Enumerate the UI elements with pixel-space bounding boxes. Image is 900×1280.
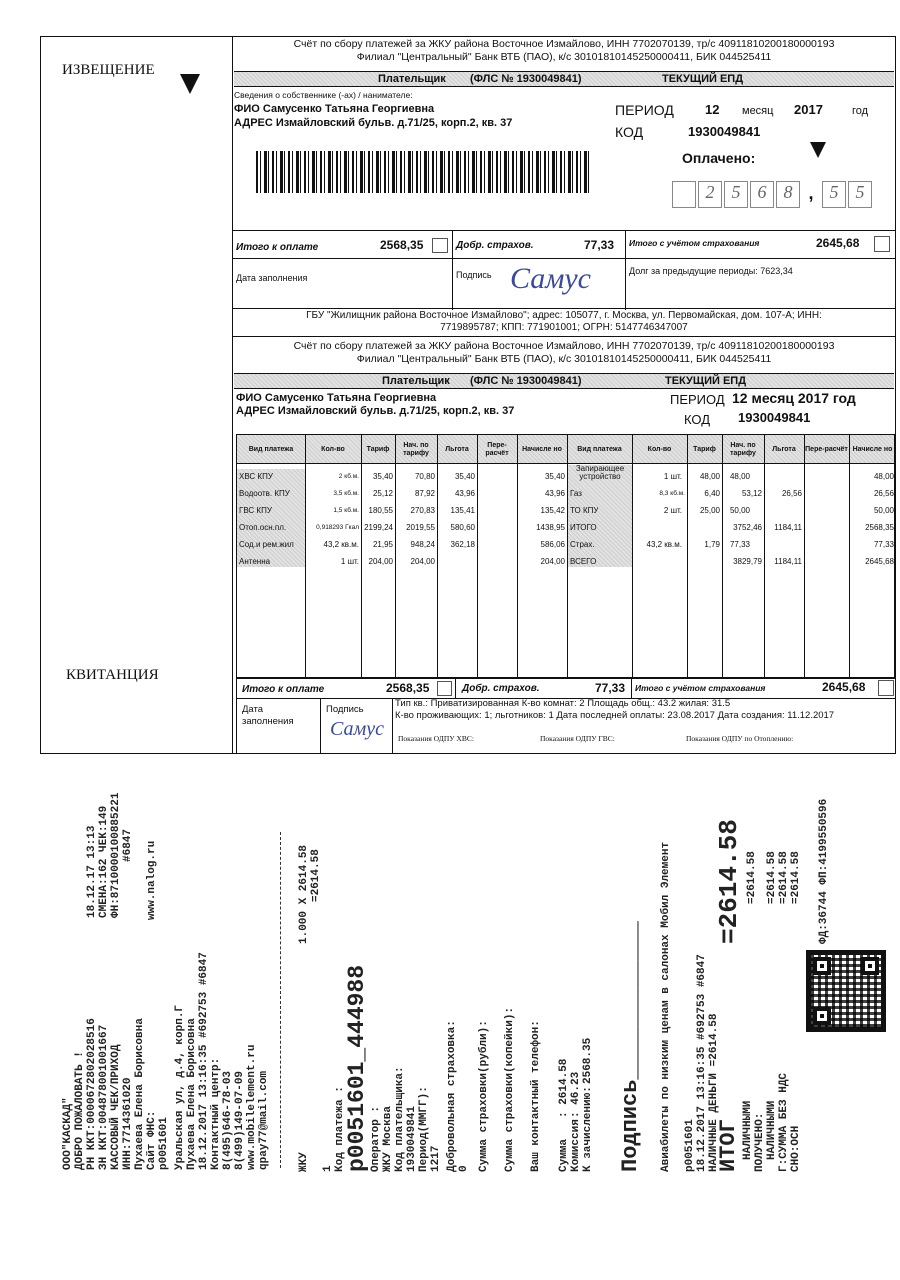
row-nach: 3829,79: [733, 557, 762, 566]
check-qty-line: 1.000 X 2614.58: [298, 844, 310, 944]
check-payer-code-label: Код плательщика:: [394, 1066, 406, 1172]
paid-digit[interactable]: [672, 181, 696, 208]
checkbox[interactable]: [437, 681, 452, 696]
receipt-epd: ТЕКУЩИЙ ЕПД: [665, 375, 747, 387]
row-tariff: 25,00: [699, 506, 720, 515]
receipt-total-value: 2568,35: [386, 681, 430, 695]
check-line: р0051601: [158, 1117, 170, 1170]
row-name: ВСЕГО: [570, 557, 597, 566]
receipt-fio: ФИО Самусенко Татьяна Георгиевна: [236, 392, 437, 404]
period-month: 12: [705, 102, 720, 117]
check-sum-label: Сумма: [558, 1138, 570, 1172]
arrow-down-icon: [810, 142, 826, 158]
col-header: Льгота: [445, 445, 469, 453]
checkbox[interactable]: [878, 680, 894, 696]
signature: Самус: [330, 718, 384, 740]
check-cash-line: Г:СУММА БЕЗ НДС: [778, 1072, 790, 1172]
notice-total-ins-value: 2645,68: [816, 236, 860, 250]
col-header: Начисле но: [522, 445, 562, 453]
check-line: 8(499)149-07-09: [234, 1070, 246, 1170]
arrow-down-icon: [180, 74, 200, 94]
row-nach: 3752,46: [733, 523, 762, 532]
col-header: Пере-расчёт: [805, 445, 848, 453]
row-qty: 8,3 кб.м.: [659, 490, 685, 497]
notice-address: АДРЕС Измайловский бульв. д.71/25, корп.2, кв. 37: [234, 117, 513, 129]
check-operator-label: Оператор :: [370, 1105, 382, 1172]
check-cash-line: ПОЛУЧЕНО:: [754, 1112, 766, 1172]
check-line: Уральская ул, д.4, корп.Г: [174, 1004, 186, 1170]
check-footer-line: р0051601: [684, 1119, 696, 1172]
row-qty: 1,5 кб.м.: [333, 507, 359, 514]
gbu-line2: 7719895787; КПП: 771901001; ОГРН: 5147746347007: [440, 322, 688, 333]
receipt-total-label: Итого к оплате: [242, 684, 325, 695]
house-line2: К-во проживающих: 1; льготников: 1 Дата последней оплаты: 23.08.2017 Дата создания: 11.12.2017: [395, 710, 835, 721]
row-total: 1438,95: [536, 523, 565, 532]
check-line: 8(495)646-78-03: [222, 1070, 234, 1170]
meter-gvs: Показания ОДПУ ГВС:: [540, 734, 615, 743]
receipt-sign-label: Подпись: [326, 704, 364, 715]
col-header: Льгота: [772, 445, 796, 453]
row-name: Водоотв. КПУ: [239, 489, 290, 498]
notice-bank-line1: Счёт по сбору платежей за ЖКУ района Восточное Измайлово, ИНН 7702070139, тр/с 40911810200180000193: [293, 38, 835, 50]
check-line: ЗН ККТ:004878001001667: [98, 1024, 110, 1170]
col-header: Начисле но: [852, 445, 893, 453]
qr-code: [806, 950, 886, 1032]
col-header: Тариф: [693, 445, 716, 453]
paid-label: Оплачено:: [682, 150, 756, 166]
receipt-address: АДРЕС Измайловский бульв. д.71/25, корп.2, кв. 37: [236, 405, 515, 417]
row-nach: 48,00: [729, 472, 750, 481]
row-name: ТО КПУ: [570, 506, 599, 515]
receipt-bank-line2: Филиал "Центральный" Банк ВТБ (ПАО), к/с 30101810145250000411, БИК 044525411: [356, 353, 772, 365]
year-word: год: [852, 105, 869, 117]
check-line: qpay77@mail.com: [258, 1070, 270, 1170]
paid-digit[interactable]: 5: [848, 181, 872, 208]
row-name: Газ: [570, 489, 582, 498]
check-footer-line: НАЛИЧНЫЕ ДЕНЬГИ =2614.58: [708, 1013, 720, 1172]
row-lgota: 1184,11: [774, 557, 802, 566]
check-line: ФН:8710000100885221: [110, 792, 122, 918]
check-line: КАССОВЫЙ ЧЕК/ПРИХОД: [110, 1044, 122, 1170]
paid-digit[interactable]: 5: [822, 181, 846, 208]
receipt-code-value: 1930049841: [738, 410, 811, 425]
check-qty-total: =2614.58: [310, 849, 322, 902]
check-sum-value: : 2614.58: [558, 1058, 570, 1118]
check-ins-rub-label: Сумма страховки(рубли):: [478, 1020, 490, 1172]
check-line: Пухаева Елена Борисовна: [134, 1018, 146, 1170]
check-cash-value: =2614.58: [790, 851, 802, 904]
signature: Самус: [510, 262, 591, 295]
fill-date-label: Дата заполнения: [236, 273, 308, 283]
check-footer-line: 18.12.2017 13:16:35 #692753 #6847: [696, 954, 708, 1172]
check-cash-value: =2614.58: [778, 851, 790, 904]
notice-total-label: Итого к оплате: [236, 242, 319, 253]
row-nach: 270,83: [410, 506, 435, 515]
paid-digit[interactable]: 5: [724, 181, 748, 208]
house-line1: Тип кв.: Приватизированная К-во комнат: 2 Площадь общ.: 43.2 жилая: 31.5: [395, 698, 731, 709]
paid-digit-boxes[interactable]: [672, 181, 884, 208]
check-line: СМЕНА:162 ЧЕК:149: [98, 805, 110, 918]
col-header: Вид платежа: [577, 445, 622, 453]
check-period-value: 1217: [430, 1145, 442, 1172]
row-total: 204,00: [540, 557, 565, 566]
row-total: 77,33: [873, 540, 894, 549]
row-lgota: 580,60: [450, 523, 475, 532]
row-qty: 2 шт.: [663, 506, 682, 515]
itog-value: =2614.58: [714, 819, 744, 944]
col-header: Кол-во: [647, 445, 672, 453]
check-voluntary-label: Добровольная страховка:: [446, 1020, 458, 1172]
check-line: ДОБРО ПОЖАЛОВАТЬ !: [74, 1051, 86, 1170]
check-commission-label: Комиссия: [570, 1119, 582, 1172]
row-name: ХВС КПУ: [239, 472, 273, 481]
row-name: ГВС КПУ: [239, 506, 272, 515]
receipt-insurance-value: 77,33: [595, 681, 626, 695]
check-phone-label: Ваш контактный телефон:: [530, 1020, 542, 1172]
notice-epd: ТЕКУЩИЙ ЕПД: [662, 73, 744, 85]
payment-code: р0051601_444988: [344, 964, 370, 1172]
row-nach: 53,12: [741, 489, 762, 498]
row-nach: 50,00: [729, 506, 750, 515]
row-qty: 0,918293 Гкал: [316, 524, 359, 531]
check-commission-value: : 46.23: [570, 1071, 582, 1118]
check-line: ООО"КАСКАД": [62, 1097, 74, 1170]
row-name: Страх.: [570, 540, 595, 549]
receipt-date-label: Дата заполнения: [242, 704, 294, 727]
receipt-label: КВИТАНЦИЯ: [66, 667, 159, 683]
month-word: месяц: [742, 105, 774, 117]
code-value: 1930049841: [688, 124, 761, 139]
code-label: КОД: [615, 124, 644, 140]
col-header: Кол-во: [321, 445, 345, 453]
check-promo: Авиабилеты по низким ценам в салонах Мобил Элемент: [660, 841, 672, 1172]
itog-small: =2614.58: [746, 851, 758, 904]
row-name: Отоп.осн.пл.: [239, 523, 287, 532]
col-header: Тариф: [366, 445, 390, 453]
row-total: 35,40: [544, 472, 565, 481]
row-tariff: 1,79: [704, 540, 720, 549]
check-payer-code: 1930049841: [406, 1105, 418, 1172]
receipt-insurance-label: Добр. страхов.: [462, 683, 540, 694]
row-qty: 2 кб.м.: [338, 473, 359, 480]
row-nach: 204,00: [410, 557, 435, 566]
notice-bank-line2: Филиал "Центральный" Банк ВТБ (ПАО), к/с 30101810145250000411, БИК 044525411: [356, 51, 772, 63]
notice-payer-label: Плательщик: [378, 73, 446, 85]
owner-caption: Сведения о собственнике (-ах) / нанимателе:: [234, 90, 413, 100]
row-total: 50,00: [873, 506, 894, 515]
check-fd: ФД:36744 ФП:4199550596: [818, 798, 830, 944]
notice-total-ins-label: Итого с учётом страхования: [629, 238, 760, 248]
check-line: Контактный центр:: [210, 1057, 222, 1170]
receipt-period-text: 12 месяц 2017 год: [732, 390, 856, 406]
notice-label: ИЗВЕЩЕНИЕ: [62, 62, 155, 78]
receipt-bank-line1: Счёт по сбору платежей за ЖКУ района Восточное Измайлово, ИНН 7702070139, тр/с 40911810200180000193: [293, 340, 835, 352]
receipt-payer-label: Плательщик: [382, 375, 450, 387]
row-lgota: 135,41: [450, 506, 475, 515]
check-credit-label: К зачислению:: [582, 1086, 594, 1172]
check-credit-value: 2568.35: [582, 1037, 594, 1084]
col-header: Пере-расчёт: [485, 441, 509, 457]
check-cash-line: НАЛИЧНЫМИ: [742, 1100, 754, 1160]
row-name: ИТОГО: [570, 523, 597, 532]
dashed-separator: [280, 832, 281, 1168]
row-qty: 43,2 кв.м.: [646, 540, 682, 549]
col-header: Нач. по тарифу: [403, 441, 429, 457]
itog-label: ИТОГ: [716, 1119, 741, 1172]
col-header: Вид платежа: [248, 445, 294, 453]
paid-digit[interactable]: 6: [750, 181, 774, 208]
row-tariff: 25,12: [372, 489, 393, 498]
check-code-label: Код платежа :: [334, 1086, 346, 1172]
check-line: #6847: [122, 828, 134, 862]
row-qty: 1 шт.: [663, 472, 682, 481]
receipt-period-label: ПЕРИОД: [670, 392, 725, 407]
sign-label: Подпись: [456, 270, 492, 280]
row-tariff: 48,00: [699, 472, 720, 481]
row-lgota: 1184,11: [774, 523, 802, 532]
paid-digit[interactable]: 8: [776, 181, 800, 208]
row-name: Сод.и рем.жил: [239, 540, 294, 549]
check-service: ЖКУ: [298, 1152, 310, 1172]
col-header: Нач. по тарифу: [730, 441, 756, 457]
check-line: ИНН:7714361020: [122, 1077, 134, 1170]
row-lgota: 362,18: [450, 540, 475, 549]
check-line: РН ККТ:0000672802028516: [86, 1018, 98, 1170]
meter-hvs: Показания ОДПУ ХВС:: [398, 734, 474, 743]
row-qty: 43,2 кв.м.: [323, 540, 359, 549]
check-operator-name: ЖКУ Москва: [382, 1105, 394, 1172]
receipt-fls: (ФЛС № 1930049841): [470, 375, 582, 387]
row-nach: 2019,55: [406, 523, 435, 532]
row-tariff: 21,95: [372, 540, 393, 549]
receipt-total-ins-value: 2645,68: [822, 680, 866, 694]
notice-fls: (ФЛС № 1930049841): [470, 73, 582, 85]
row-tariff: 2199,24: [364, 523, 393, 532]
gbu-line1: ГБУ "Жилищник района Восточное Измайлово"; адрес: 105077, г. Москва, ул. Первомайская, дом. 107-А; ИНН:: [306, 310, 822, 321]
check-cash-line: СНО:ОСН: [790, 1125, 802, 1172]
notice-insurance-value: 77,33: [584, 238, 615, 252]
row-total: 43,96: [544, 489, 565, 498]
period-year: 2017: [794, 102, 823, 117]
row-lgota: 43,96: [454, 489, 475, 498]
check-signature-label: Подпись____________: [618, 921, 643, 1172]
row-tariff: 6,40: [704, 489, 720, 498]
row-tariff: 35,40: [372, 472, 393, 481]
check-voluntary-value: 0: [458, 1165, 470, 1172]
row-lgota: 26,56: [781, 489, 802, 498]
check-cash-line: НАЛИЧНЫМИ: [766, 1100, 778, 1160]
charges-table: [236, 434, 895, 678]
check-line: 18.12.2017 13:16:35 #692753 #6847: [198, 952, 210, 1170]
notice-insurance-label: Добр. страхов.: [456, 240, 534, 251]
checkbox[interactable]: [432, 238, 448, 253]
row-nach: 948,24: [410, 540, 435, 549]
row-total: 2568,35: [865, 523, 894, 532]
row-tariff: 204,00: [368, 557, 393, 566]
check-item-no: 1: [322, 1165, 334, 1172]
row-name: Антенна: [239, 557, 271, 566]
period-label: ПЕРИОД: [615, 102, 674, 118]
notice-fio: ФИО Самусенко Татьяна Георгиевна: [234, 103, 435, 115]
check-line: www.mobilelement.ru: [246, 1044, 258, 1170]
debt-text: Долг за предыдущие периоды: 7623,34: [629, 266, 793, 276]
row-qty: 1 шт.: [340, 557, 359, 566]
row-qty: 3,5 кб.м.: [333, 490, 359, 497]
checkbox[interactable]: [874, 236, 890, 252]
row-total: 26,56: [873, 489, 894, 498]
row-nach: 87,92: [414, 489, 435, 498]
row-nach: 70,80: [414, 472, 435, 481]
check-line: www.nalog.ru: [146, 840, 158, 920]
check-ins-kop-label: Сумма страховки(копейки):: [504, 1006, 516, 1172]
receipt-total-ins-label: Итого с учётом страхования: [635, 683, 766, 693]
receipt-code-label: КОД: [684, 412, 711, 427]
check-line: Сайт ФНС:: [146, 1110, 158, 1170]
check-line: Пухаева Елена Борисовна: [186, 1018, 198, 1170]
meter-heat: Показания ОДПУ по Отоплению:: [686, 734, 794, 743]
check-cash-value: =2614.58: [766, 851, 778, 904]
check-line: 18.12.17 13:13: [86, 825, 98, 918]
notice-total-value: 2568,35: [380, 238, 424, 252]
row-total: 2645,68: [865, 557, 894, 566]
row-name: Запирающее устройство: [575, 465, 625, 481]
barcode: [256, 151, 591, 193]
row-nach: 77,33: [729, 540, 750, 549]
row-total: 135,42: [540, 506, 565, 515]
row-total: 586,06: [540, 540, 565, 549]
row-total: 48,00: [873, 472, 894, 481]
row-lgota: 35,40: [454, 472, 475, 481]
paid-digit[interactable]: 2: [698, 181, 722, 208]
check-period-label: Период(ММГГ):: [418, 1086, 430, 1172]
row-tariff: 180,55: [368, 506, 393, 515]
paid-comma: ,: [808, 183, 814, 203]
